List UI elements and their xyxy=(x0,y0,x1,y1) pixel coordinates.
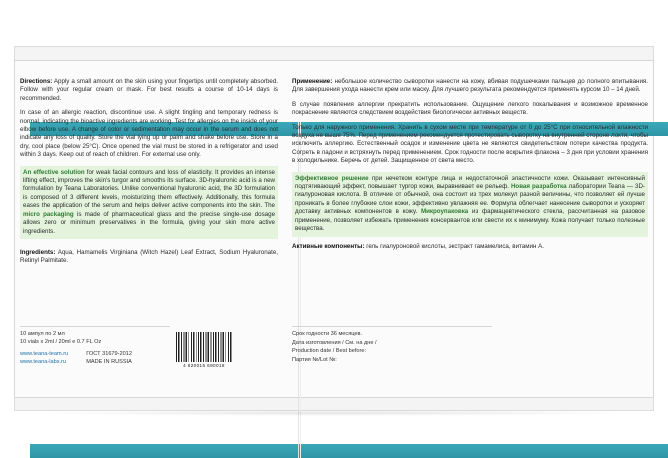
active-components-paragraph xyxy=(292,243,648,251)
production-date-label: Дата изготовления / См. на дне / xyxy=(292,339,377,346)
active-components-label: Активные компоненты: xyxy=(292,242,365,250)
micro-packaging-label: micro packaging xyxy=(23,210,74,218)
storage-paragraph-ru: Только для наружного применения. Хранить в сухом месте при температуре от 0 до 25°С при относительной влажности воздуха не выше 75%. Перед применением рекомендуется протестировать сыворотку на внутренней стороне локтя, чтобы исключить аллергию. Естественный осадок и изменение цвета не являются свидетельством потери качества продукта. Согреть в ладони и встряхнуть перед применением. Срок годности после вскрытия флакона – 3 дня при условии хранения в холодильнике. Беречь от детей. Защищенное от света место. xyxy=(292,123,648,165)
effective-paragraph-ru xyxy=(295,175,645,234)
carton-bottom-flap xyxy=(14,397,654,411)
drop-shadow xyxy=(22,410,646,416)
carton-top-flap xyxy=(14,46,654,61)
footer-divider-right xyxy=(292,326,492,327)
ingredients-label: Ingredients: xyxy=(20,248,56,256)
effective-solution-text: for weak facial contours and loss of elasticity. It provides an intense lifting effect, improves the skin's turgor and smooths its surface. 3D-hyaluronic acid is a new formulation by Teana Laboratories. Unlike conventional hyaluronic acid, the 3D formulation is composed of 3 different levels, moisturizing them effectively. Additionally, this formula eases the application of the serum and helps deliver active components into the skin. The xyxy=(23,168,276,210)
effective-paragraph-en xyxy=(23,169,275,236)
ingredients-paragraph xyxy=(20,249,278,266)
application-text: небольшое количество сыворотки нанести на кожу, вбивая подушечками пальцев до полного впитывания. Для завершения ухода нанести крем или маску. Для лучшего результата рекомендуется применять курсом 10 – 14 дней. xyxy=(292,78,648,94)
barcode-bars xyxy=(176,332,232,362)
directions-text: Apply a small amount on the skin using your fingertips until completely absorbed. Follow with your regular cream or mask. For best results a course of 10-14 days is recommended. xyxy=(20,78,278,102)
effective-solution-label-ru: Эффективное решение xyxy=(295,174,369,182)
site-url-en[interactable]: www.teana-labs.ru xyxy=(20,359,67,365)
directions-paragraph xyxy=(20,78,278,103)
footer-russian xyxy=(292,330,492,364)
lot-label: Партия №/Lot №: xyxy=(292,356,337,363)
directions-label: Directions: xyxy=(20,78,53,85)
active-components-text: гель гиалуроновой кислоты, экстракт гамамелиса, витамин А. xyxy=(364,242,544,250)
allergy-paragraph-ru: В случае появления аллергии прекратить использование. Ощущение легкого покалывания и возможное временное покраснение являются следствием воздействия биологически активных веществ. xyxy=(292,100,648,117)
volume-ru: 10 ампул по 2 мл xyxy=(20,331,65,337)
footer-divider-left xyxy=(20,326,170,327)
volume-en: 10 vials x 2ml / 20ml e 0.7 FL Oz xyxy=(20,339,102,345)
ingredients-text: Aqua, Hamamelis Virginiana (Witch Hazel) Leaf Extract, Sodium Hyaluronate, Retinyl Palmitate. xyxy=(20,248,278,265)
application-label: Применение: xyxy=(292,78,333,85)
footer-english xyxy=(20,330,282,366)
standard-column xyxy=(86,350,132,366)
effective-solution-text-ru: при нечетком контуре лица и недостаточной эластичности кожи. Оказывает интенсивный подтягивающий эффект, повышает тургор кожи, выравнивает ее рельеф. xyxy=(295,174,645,191)
barcode-number: 4 620015 690018 xyxy=(183,363,225,368)
highlight-block-ru xyxy=(292,172,648,237)
application-paragraph-ru xyxy=(292,78,648,95)
gost-standard: ГОСТ 31679-2012 xyxy=(86,351,132,357)
micro-packaging-label-ru: Микроупаковка xyxy=(420,208,469,216)
teal-band-bottom xyxy=(30,444,668,458)
highlight-block-en xyxy=(20,166,278,239)
footer-columns xyxy=(20,350,282,366)
effective-solution-label: An effective solution xyxy=(23,168,85,176)
made-in-label: MADE IN RUSSIA xyxy=(86,359,132,365)
production-date-en: Production date / Best before: xyxy=(292,348,367,355)
micro-packaging-text-ru: из фармацевтического стекла, рассчитанная на разовое применение, позволяет избежать применения консервантов или свести их к минимуму. Кожа получает только полезные вещества. xyxy=(295,208,645,233)
new-development-text: лаборатории Teana — 3D-гиалуроновая кислота. В отличие от обычной, она состоит из трех молекул разной величины, что позволяет ей лучше проникать в более глубокие слои кожи, эффективно увлажняя ее. Формула облегчает нанесение сыворотки и ускоряет доставку активных компонентов в кожу. xyxy=(295,183,645,216)
micro-packaging-text: is made of pharmaceutical glass and the precise single-use dosage allows zero or minimum preservatives in the formula, giving your skin more active ingredients. xyxy=(23,210,276,235)
new-development-label: Новая разработка xyxy=(510,183,567,191)
site-url-ru[interactable]: www.teana-team.ru xyxy=(20,351,69,357)
shelf-life: Срок годности 36 месяцев. xyxy=(292,331,363,337)
allergy-paragraph-en: In case of an allergic reaction, discontinue use. A slight tingling and temporary redness is normal, indicating the bioactive ingredients are working. Test for allergies on the inside of your elbow before use. A change of color or sedimentation may occur in the serum and does not indicate any loss of quality. Store the vial lying up or palm and shake before use. Store in a dry, cool place (below 25°C). Once opened the vial must be stored in a refrigerator and used within 3 days. Keep out of reach of children. For external use only. xyxy=(20,109,278,159)
barcode xyxy=(176,332,232,368)
site-column xyxy=(20,350,68,366)
